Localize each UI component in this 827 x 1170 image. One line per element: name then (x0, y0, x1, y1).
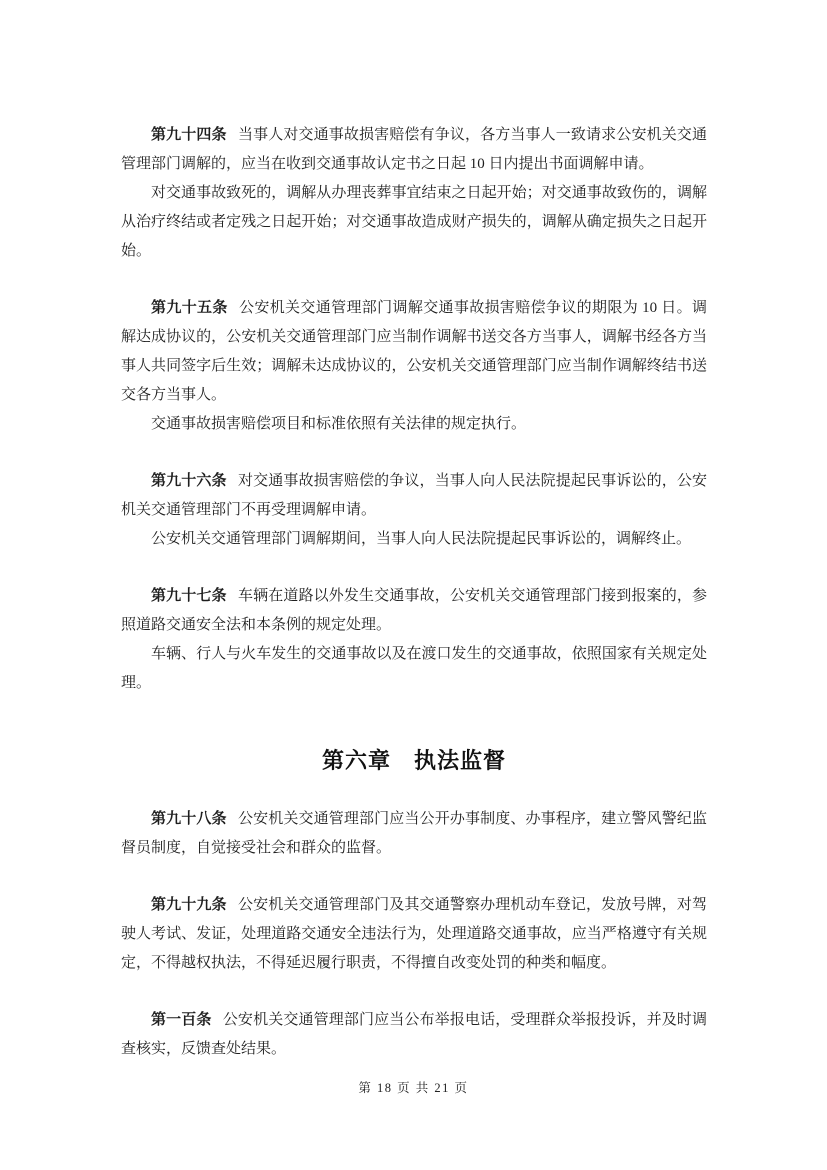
article-98 (121, 805, 707, 863)
article-lead-paragraph (121, 1006, 707, 1064)
articles-section-top (121, 121, 707, 698)
article-paragraph: 交通事故损害赔偿项目和标准依照有关法律的规定执行。 (151, 416, 527, 432)
article-number: 第九十五条 (151, 300, 228, 316)
article-99 (121, 891, 707, 978)
article-number: 第一百条 (151, 1012, 212, 1028)
chapter-heading: 第六章 执法监督 (321, 748, 506, 773)
article-text: 公安机关交通管理部门调解交通事故损害赔偿争议的期限为 10 日。调解达成协议的，公安机关交通管理部门应当制作调解书送交各方当事人，调解书经各方当事人共同签字后生效；调解未达成协议的，公安机关交通管理部门应当制作调解终结书送交各方当事人。 (121, 300, 707, 403)
article-number: 第九十八条 (151, 811, 227, 827)
article-number: 第九十四条 (151, 127, 227, 143)
article-text: 当事人对交通事故损害赔偿有争议，各方当事人一致请求公安机关交通管理部门调解的，应当在收到交通事故认定书之日起 10 日内提出书面调解申请。 (121, 127, 707, 172)
article-number: 第九十六条 (151, 473, 227, 489)
article-lead-paragraph (121, 294, 707, 410)
article-95 (121, 294, 707, 439)
article-text: 公安机关交通管理部门应当公开办事制度、办事程序，建立警风警纪监督员制度，自觉接受社会和群众的监督。 (121, 811, 707, 856)
article-paragraph: 公安机关交通管理部门调解期间，当事人向人民法院提起民事诉讼的，调解终止。 (151, 531, 692, 547)
page-footer: 第 18 页 共 21 页 (358, 1081, 469, 1095)
article-paragraph: 对交通事故致死的，调解从办理丧葬事宜结束之日起开始；对交通事故致伤的，调解从治疗终结或者定残之日起开始；对交通事故造成财产损失的，调解从确定损失之日起开始。 (121, 185, 707, 259)
article-lead-paragraph (121, 891, 707, 978)
article-94 (121, 121, 707, 266)
article-paragraph: 车辆、行人与火车发生的交通事故以及在渡口发生的交通事故，依照国家有关规定处理。 (121, 646, 707, 691)
article-lead-paragraph (121, 467, 707, 525)
article-text: 公安机关交通管理部门应当公布举报电话，受理群众举报投诉，并及时调查核实，反馈查处结果。 (121, 1012, 707, 1057)
article-text: 对交通事故损害赔偿的争议，当事人向人民法院提起民事诉讼的，公安机关交通管理部门不再受理调解申请。 (121, 473, 707, 518)
article-96 (121, 467, 707, 554)
article-number: 第九十九条 (151, 897, 227, 913)
article-text: 车辆在道路以外发生交通事故，公安机关交通管理部门接到报案的，参照道路交通安全法和本条例的规定处理。 (121, 588, 707, 633)
articles-section-bottom (121, 805, 707, 1064)
article-lead-paragraph (121, 582, 707, 640)
article-lead-paragraph (121, 805, 707, 863)
article-97 (121, 582, 707, 698)
article-lead-paragraph (121, 121, 707, 179)
article-number: 第九十七条 (151, 588, 227, 604)
article-100 (121, 1006, 707, 1064)
article-text: 公安机关交通管理部门及其交通警察办理机动车登记，发放号牌，对驾驶人考试、发证，处理道路交通安全违法行为，处理道路交通事故，应当严格遵守有关规定，不得越权执法，不得延迟履行职责，不得擅自改变处罚的种类和幅度。 (121, 897, 707, 971)
